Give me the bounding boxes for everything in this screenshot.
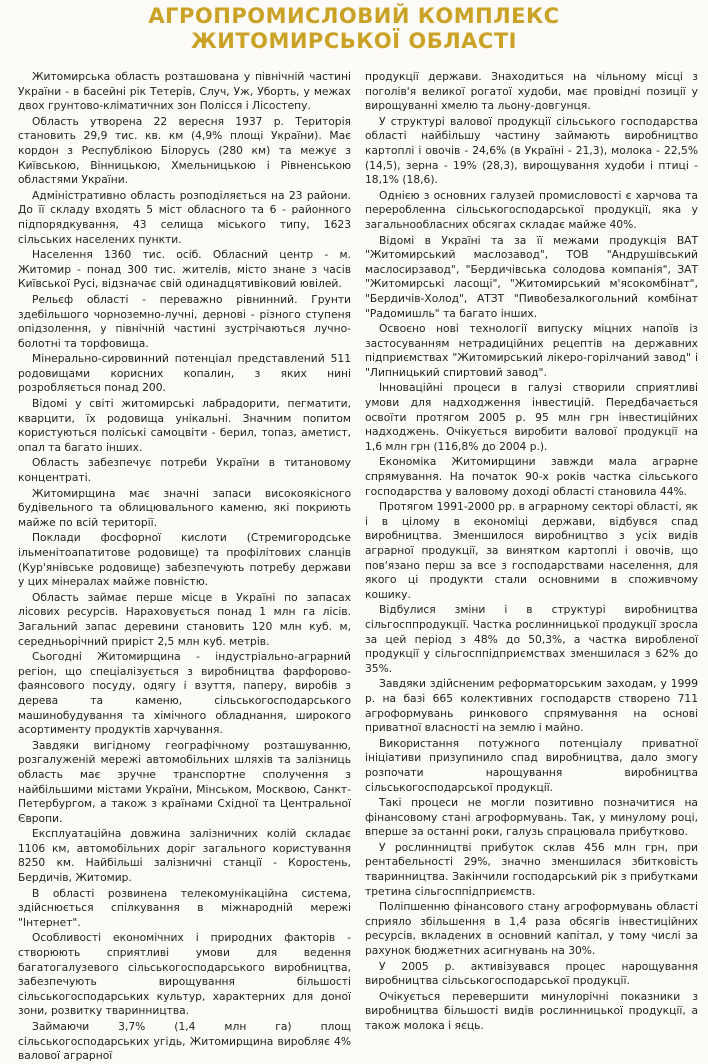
paragraph: Економіка Житомирщини завжди мала аграрне спрямування. На початок 90-х років частка сільського господарства у валовому доході області становила 44%.: [365, 455, 698, 498]
page-title: [0, 4, 708, 54]
paragraph: Населення 1360 тис. осіб. Обласний центр - м. Житомир - понад 300 тис. жителів, місто знане з часів Київської Русі, відзначає свій одинадцятивіковий ювілей.: [18, 248, 351, 291]
paragraph: Завдяки здійсненим реформаторським заходам, у 1999 р. на базі 665 колективних господарств створено 711 агроформувань ринкового спрямування на основі приватної власності на землю і майно.: [365, 677, 698, 735]
article-body: [18, 70, 699, 1063]
paragraph: Інноваційні процеси в галузі створили сприятливі умови для надходження інвестицій. Передбачається освоїти протягом 2005 р. 95 млн грн інвестиційних надходжень. Очікується виробити валової продукції на 1,6 млн грн (116,8% до 2004 р.).: [365, 381, 698, 453]
paragraph: Відбулися зміни і в структурі виробництва сільгосппродукції. Частка рослинницької продукції зросла за цей період з 48% до 50,3%, а частка виробленої продукції у сільгосппідприємствах зменшилася з 62% до 35%.: [365, 603, 698, 675]
paragraph: Житомирщина має значні запаси високоякісного будівельного та облицювального каменю, які покриють майже по всій території.: [18, 486, 351, 529]
paragraph: Однією з основних галузей промисловості є харчова та переробленна сільськогосподарської продукції, яка у загальнообласних обсягах складає майже 40%.: [365, 188, 698, 231]
paragraph: Завдяки вигідному географічному розташуванню, розгалуженій мережі автомобільних шляхів та залізниць область має зручне транспортне сполучення з найбільшими містами України, Мінськом, Москвою, Санкт-Петербургом, а також з країнами Східної та Центральної Європи.: [18, 738, 351, 825]
paragraph: Відомі в Україні та за її межами продукція ВАТ "Житомирський маслозавод", ТОВ "Андрушівський маслосирзавод", "Бердичівська солодова компанія", ЗАТ "Житомирські ласощі", "Житомирський м'ясокомбінат", "Бердичів-Холод", АТЗТ "Пивобезалкогольний комбінат "Радомишль" та багато інших.: [365, 233, 698, 320]
right-column: [365, 70, 699, 1032]
paragraph: В області розвинена телекомунікаційна система, здійснюється спілкування в міжнародній мережі "Інтернет".: [18, 886, 351, 929]
paragraph: Область забезпечує потреби України в титановому концентраті.: [18, 456, 351, 485]
paragraph: У 2005 р. активізувався процес нарощування виробництва сільськогосподарської продукції.: [365, 959, 698, 988]
paragraph: Такі процеси не могли позитивно позначитися на фінансовому стані агроформувань. Так, у минулому році, вперше за останні роки, галузь спрацювала прибутково.: [365, 796, 698, 839]
left-column: [18, 70, 351, 1063]
paragraph: Очікується перевершити минулорічні показники з виробництва більшості видів рослинницької продукції, а також молока і яєць.: [365, 989, 698, 1032]
paragraph: Житомирська область розташована у північній частині України - в басейні рік Тетерів, Случ, Уж, Уборть, у межах двох грунтово-кліматичних зон Полісся і Лісостепу.: [18, 70, 351, 113]
paragraph: Експлуатаційна довжина залізничних колій складає 1106 км, автомобільних доріг загального користування 8250 км. Найбільші залізничні станції - Коростень, Бердичів, Житомир.: [18, 827, 351, 885]
paragraph: Поклади фосфорної кислоти (Стремигородське ільменітоапатитове родовище) та профілітових сланців (Кур'янівське родовище) забезпечують потребу держави у цих мінералах майже повністю.: [18, 531, 351, 589]
paragraph: Адміністративно область розподіляється на 23 райони. До її складу входять 5 міст обласного та 6 - районного підпорядкування, 43 селища міського типу, 1623 сільських населених пункти.: [18, 188, 351, 246]
paragraph: Область займає перше місце в Україні по запасах лісових ресурсів. Нараховується понад 1 млн га лісів. Загальний запас деревини становить 120 млн куб. м, середньорічний приріст 2,5 млн куб. метрів.: [18, 590, 351, 648]
paragraph: Особливості економічних і природних факторів - створюють сприятливі умови для ведення багатогалузевого сільськогосподарського виробництва, забезпечують вирощування більшості сільськогосподарських культур, характерних для доної зони, розвитку тваринництва.: [18, 931, 351, 1018]
title-line-1: АГРОПРОМИСЛОВИЙ КОМПЛЕКС: [148, 4, 560, 28]
paragraph: продукції держави. Знаходиться на чільному місці з поголів'я великої рогатої худоби, має провідні позиції у вирощуванні хмелю та льону-довгунця.: [365, 70, 698, 113]
paragraph: Мінерально-сировинний потенціал представлений 511 родовищами корисних копалин, з яких нині розробляється понад 200.: [18, 352, 351, 395]
paragraph: Поліпшенню фінансового стану агроформувань області сприяло збільшення в 1,4 раза обсягів інвестиційних ресурсів, вкладених в основний капітал, у тому числі за рахунок бюджетних асигнувань на 30%.: [365, 900, 698, 958]
paragraph: У структурі валової продукції сільського господарства області найбільшу частину займають виробництво картоплі і овочів - 24,6% (в Україні - 21,3), молока - 22,5% (14,5), зерна - 19% (28,3), вирощування худоби і птиці - 18,1% (18,6).: [365, 114, 698, 187]
paragraph: Сьогодні Житомирщина - індустріально-аграрний регіон, що спеціалізується з виробництва фарфорово-фаянсового посуду, одягу і взуття, паперу, виробів з дерева та каменю, сільськогосподарського машинобудування та хімічного обладнання, широкого асортименту продуктів харчування.: [18, 650, 351, 737]
paragraph: Рельєф області - переважно рівнинний. Грунти здебільшого чорноземно-лучні, дернові - різного ступеня опідзолення, у північній частині зустрічаються лучно-болотні та торфовища.: [18, 292, 351, 350]
paragraph: Відомі у світі житомирські лабрадорити, пегматити, кварцити, їх родовища унікальні. Значним попитом користуються поліські самоцвіти - берил, топаз, аметист, опал та багато інших.: [18, 397, 351, 454]
paragraph: Використання потужного потенціалу приватної ініціативи призупинило спад виробництва, дало змогу розпочати нарощування виробництва сільськогосподарської продукції.: [365, 736, 698, 794]
title-line-2: ЖИТОМИРСЬКОЇ ОБЛАСТІ: [191, 29, 517, 53]
paragraph: Область утворена 22 вересня 1937 р. Територія становить 29,9 тис. кв. км (4,9% площі України). Має кордон з Республікою Білорусь (280 км) та межує з Київською, Вінницькою, Хмельницькою і Рівненською областями України.: [18, 114, 351, 187]
paragraph: Освоєно нові технології випуску міцних напоїв із застосуванням нетрадиційних рецептів на державних підприємствах "Житомирський лікеро-горілчаний завод" і "Липницький спиртовий завод".: [365, 322, 698, 379]
paragraph: У рослинництві прибуток склав 456 млн грн, при рентабельності 29%, значно зменшилася збитковість тваринництва. Закінчили господарський рік з прибутками третина сільгосппідприємств.: [365, 840, 698, 898]
paragraph: Займаючи 3,7% (1,4 млн га) площ сільськогосподарських угідь, Житомирщина виробляє 4% валової аграрної: [18, 1020, 351, 1063]
paragraph: Протягом 1991-2000 рр. в аграрному секторі області, як і в цілому в економіці держави, відбувся спад виробництва. Зменшилося виробництво з усіх видів аграрної продукції, за винятком картоплі і овочів, що пов'язано перш за все з господарствами населення, для якого ці продукти стали основними в споживчому кошику.: [365, 500, 699, 601]
